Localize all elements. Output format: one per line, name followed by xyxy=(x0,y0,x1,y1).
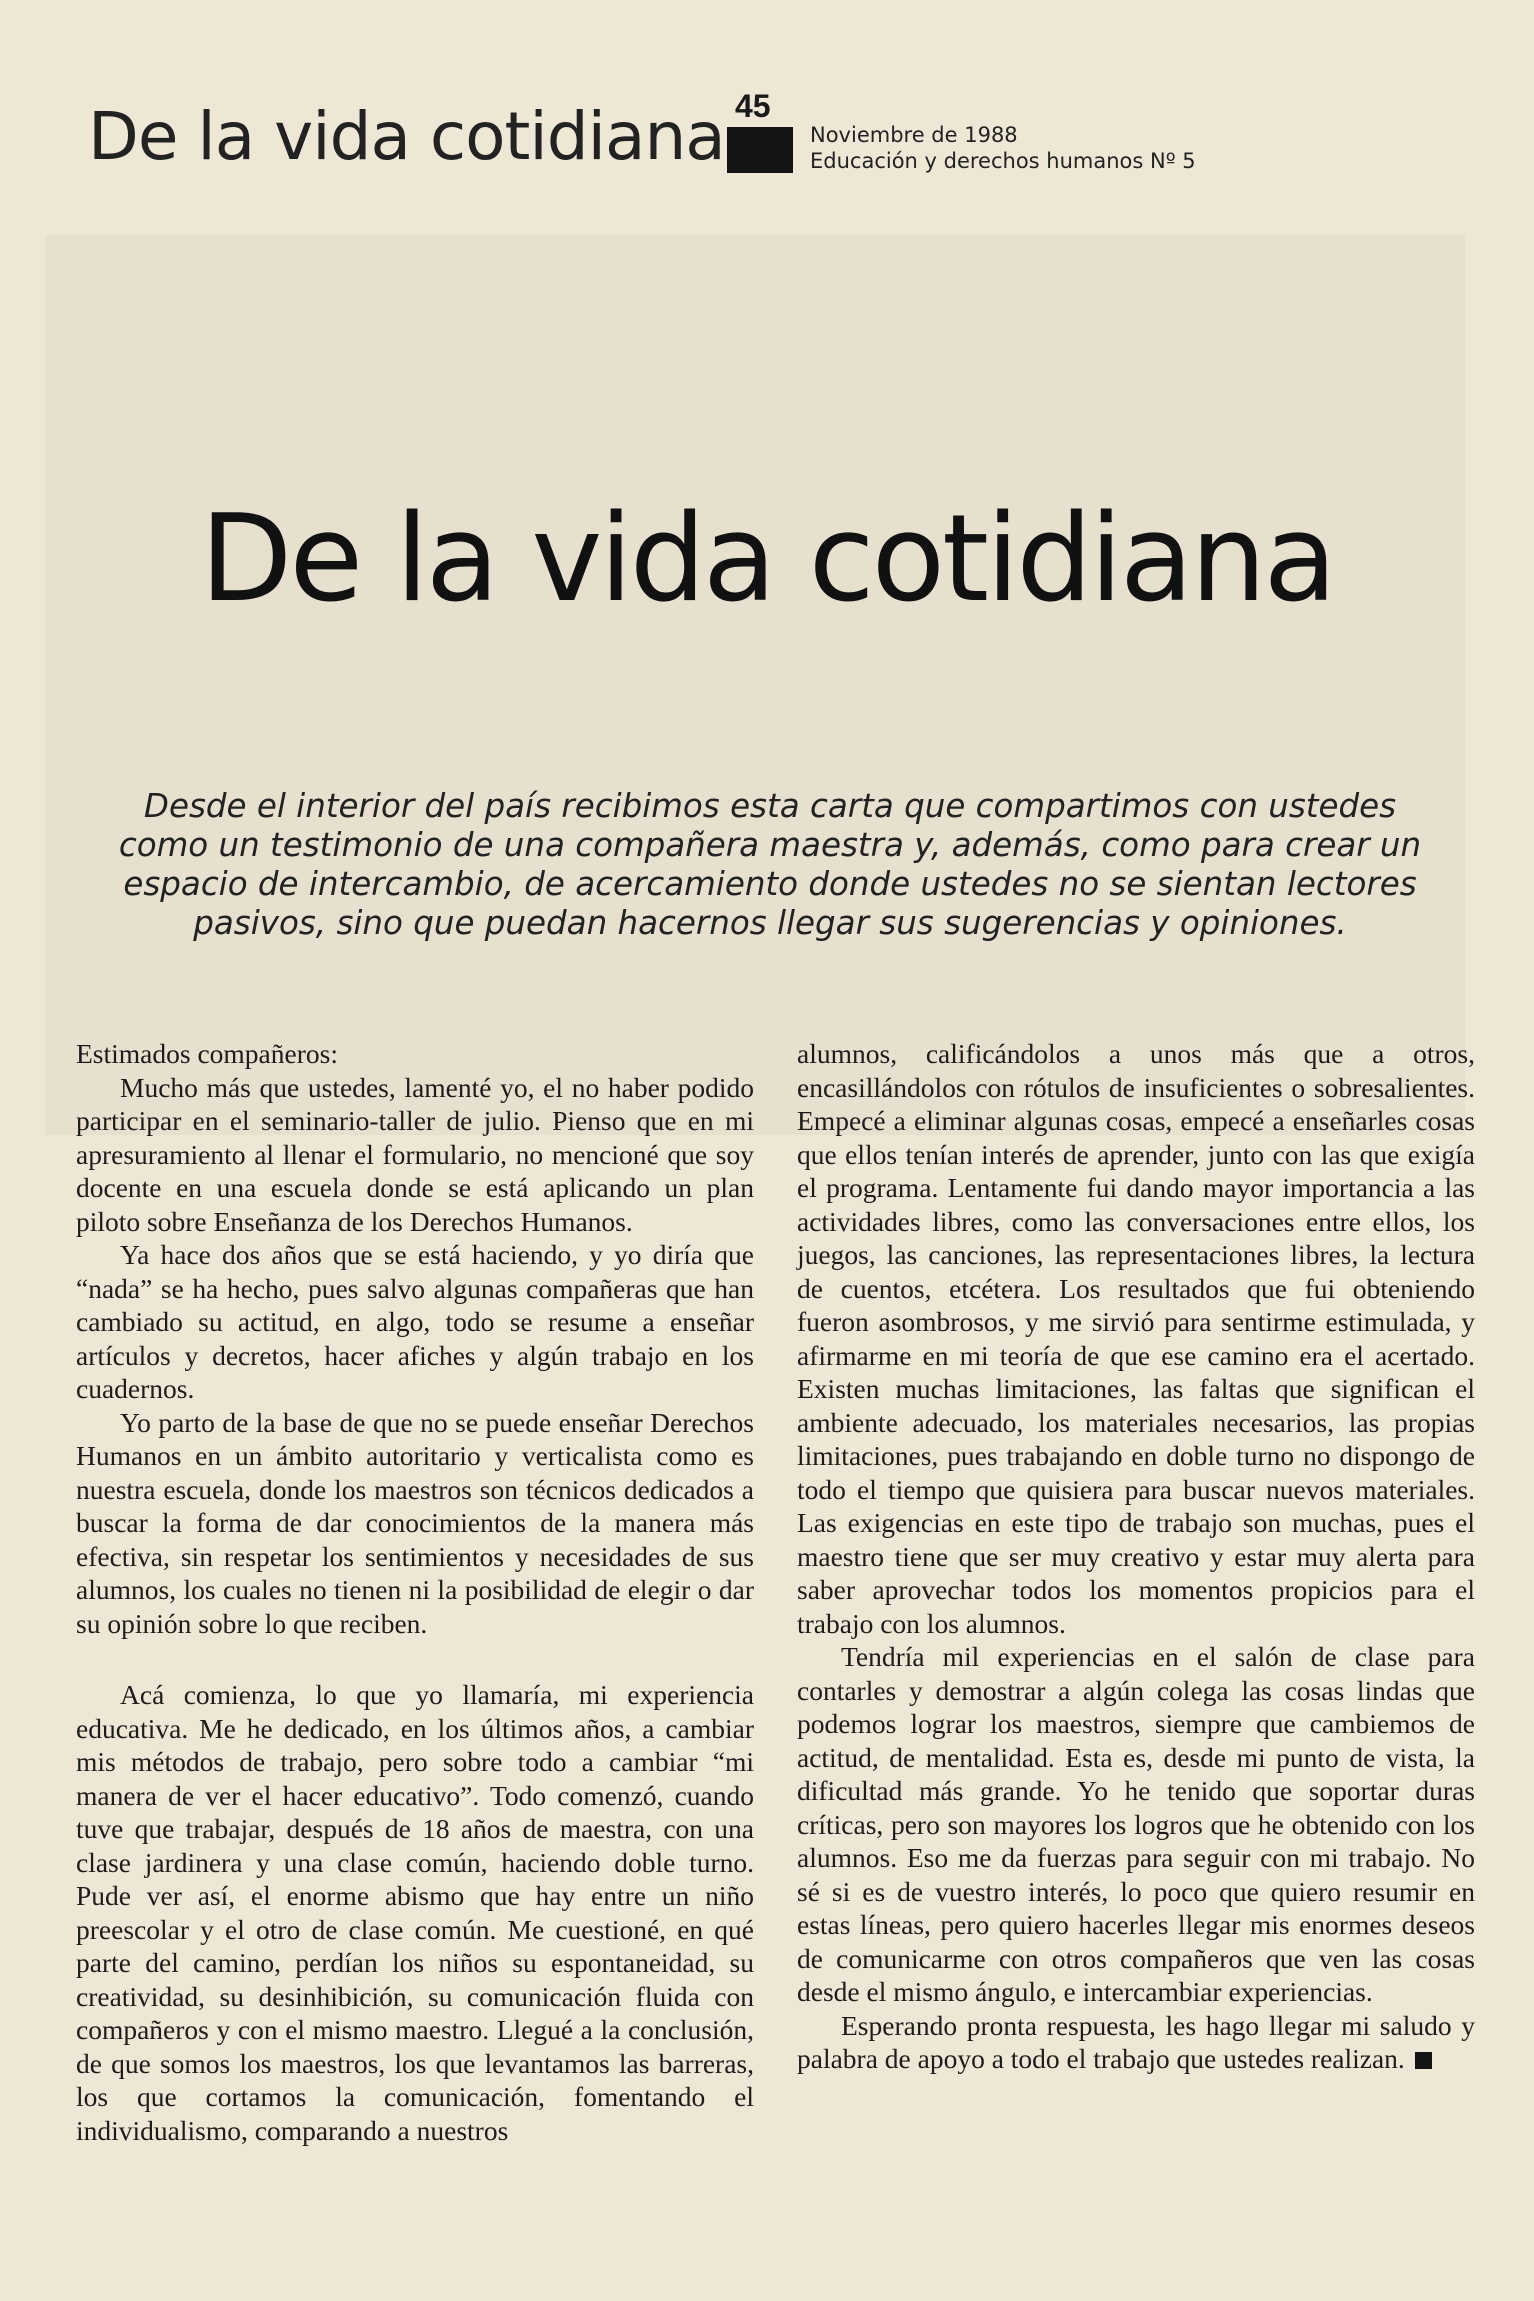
left-column xyxy=(76,1037,754,2147)
end-of-article-mark xyxy=(1415,2052,1432,2069)
paragraph: alumnos, calificándolos a unos más que a otros, encasillándolos con rótulos de insuficientes o sobresalientes. Empecé a eliminar algunas cosas, empecé a enseñarles cosas que ellos tenían interés de aprender, junto con las que exigía el programa. Lentamente fui dando mayor importancia a las actividades libres, como las conversaciones entre ellos, los juegos, las canciones, las representaciones libres, la lectura de cuentos, etcétera. Los resultados que fui obteniendo fueron asombrosos, y me sirvió para sentirme estimulada, y afirmarme en mi teoría de que ese camino era el acertado. Existen muchas limitaciones, las faltas que significan el ambiente adecuado, los materiales necesarios, las propias limitaciones, pues trabajando en doble turno no dispongo de todo el tiempo que quisiera para buscar nuevos materiales. Las exigencias en este tipo de trabajo son muchas, pues el maestro tiene que ser muy creativo y estar muy alerta para saber aprovechar todos los momentos propicios para el trabajo con los alumnos. xyxy=(797,1038,1475,1639)
letter-salutation: Estimados compañeros: xyxy=(76,1038,338,1069)
paragraph: Tendría mil experiencias en el salón de clase para contarles y demostrar a algún colega las cosas lindas que podemos lograr los maestros, siempre que cambiemos de actitud, de mentalidad. Esta es, desde mi punto de vista, la dificultad más grande. Yo he tenido que soportar duras críticas, pero son mayores los logros que he obtenido con los alumnos. Eso me da fuerzas para seguir con mi trabajo. No sé si es de vuestro interés, lo poco que quiero resumir en estas líneas, pero quiero hacerles llegar mis enormes deseos de comunicarme con otros compañeros que ven las cosas desde el mismo ángulo, e intercambiar experiencias. xyxy=(797,1641,1475,2007)
header-square-mark xyxy=(727,127,793,173)
article-title: De la vida cotidiana xyxy=(199,490,1335,629)
right-column xyxy=(797,1037,1475,2076)
article-intro: Desde el interior del país recibimos esta carta que compartimos con ustedes como un testimonio de una compañera maestra y, además, como para crear un espacio de intercambio, de acercamiento donde ustedes no se sientan lectores pasivos, sino que puedan hacernos llegar sus sugerencias y opiniones. xyxy=(118,787,1422,942)
paragraph: Ya hace dos años que se está haciendo, y yo diría que “nada” se ha hecho, pues salvo algunas compañeras que han cambiado su actitud, en algo, todo se resume a enseñar artículos y decretos, hacer afiches y algún trabajo en los cuadernos. xyxy=(76,1239,754,1404)
publication-name: Educación y derechos humanos Nº 5 xyxy=(810,149,1196,173)
issue-date: Noviembre de 1988 xyxy=(810,123,1018,147)
paragraph: Acá comienza, lo que yo llamaría, mi experiencia educativa. Me he dedicado, en los últimos años, a cambiar mis métodos de trabajo, pero sobre todo a cambiar “mi manera de ver el hacer educativo”. Todo comenzó, cuando tuve que trabajar, después de 18 años de maestra, con una clase jardinera y una clase común, haciendo doble turno. Pude ver así, el enorme abismo que hay entre un niño preescolar y el otro de clase común. Me cuestioné, en qué parte del camino, perdían los niños su espontaneidad, su creatividad, su desinhibición, su comunicación fluida con compañeros y con el mismo maestro. Llegué a la conclusión, de que somos los maestros, los que levantamos las barreras, los que cortamos la comunicación, fomentando el individualismo, comparando a nuestros xyxy=(76,1679,754,2146)
paragraph: Mucho más que ustedes, lamenté yo, el no haber podido participar en el seminario-taller de julio. Pienso que en mi apresuramiento al llenar el formulario, no mencioné que soy docente en una escuela donde se está aplicando un plan piloto sobre Enseñanza de los Derechos Humanos. xyxy=(76,1071,754,1237)
bleed-through-shade xyxy=(45,235,1465,1135)
publication-info xyxy=(810,122,1196,174)
section-header-title: De la vida cotidiana xyxy=(88,98,725,175)
page-number: 45 xyxy=(735,88,771,124)
paragraph: Yo parto de la base de que no se puede enseñar Derechos Humanos en un ámbito autoritario y verticalista como es nuestra escuela, donde los maestros son técnicos dedicados a buscar la forma de dar conocimientos de la manera más efectiva, sin respetar los sentimientos y necesidades de sus alumnos, los cuales no tienen ni la posibilidad de elegir o dar su opinión sobre lo que reciben. xyxy=(76,1406,754,1639)
closing-text: Esperando pronta respuesta, les hago llegar mi saludo y palabra de apoyo a todo el trabajo que ustedes realizan. xyxy=(797,2009,1475,2074)
closing-paragraph xyxy=(797,2009,1475,2076)
